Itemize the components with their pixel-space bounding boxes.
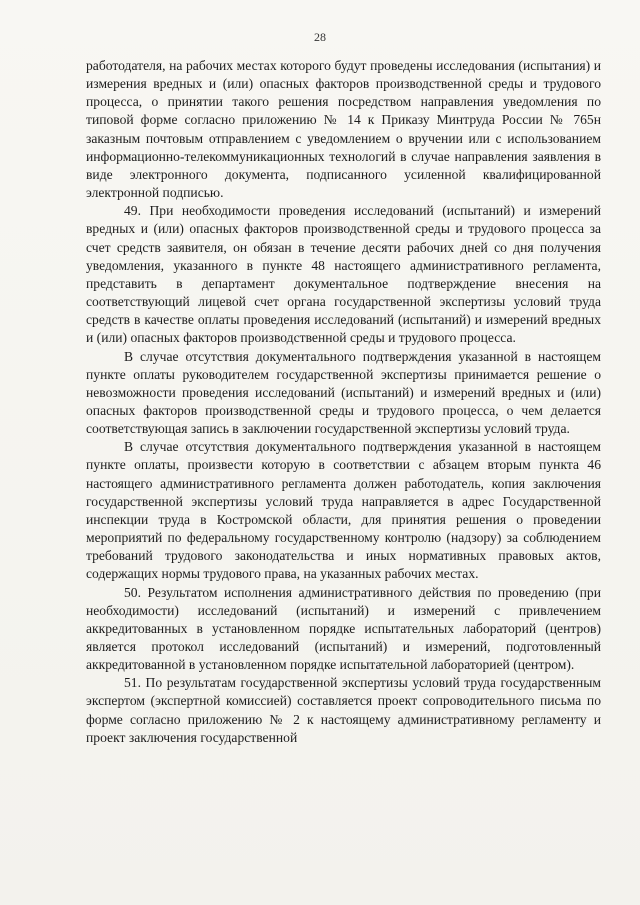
paragraph-item-49-case-1: В случае отсутствия документального подтверждения указанной в настоящем пункте оплаты руководителем государственной экспертизы принимается решение о невозможности проведения исследований (испытаний) и измерений вредных и (или) опасных факторов производственной среды и трудового процесса, о чем делается соответствующая запись в заключении государственной экспертизы условий труда. xyxy=(86,348,601,437)
paragraph-continuation: работодателя, на рабочих местах которого будут проведены исследования (испытания) и измерения вредных и (или) опасных факторов производственной среды и трудового процесса, о принятии такого решения посредством направления уведомления по типовой форме согласно приложению № 14 к Приказу Минтруда России № 765н заказным почтовым отправлением с уведомлением о вручении или с использованием информационно-телекоммуникационных технологий в случае направления заявления в виде электронного документа, подписанного усиленной квалифицированной электронной подписью. xyxy=(86,58,601,201)
paragraph-item-50: 50. Результатом исполнения административного действия по проведению (при необходимости) исследований (испытаний) и измерений с привлечением аккредитованных в установленном порядке испытательных лабораторий (центров) является протокол исследований (испытаний) и измерений, подготовленный аккредитованной в установленном порядке испытательной лабораторией (центром). xyxy=(86,584,601,673)
paragraph-item-49: 49. При необходимости проведения исследований (испытаний) и измерений вредных и (или) опасных факторов производственной среды и трудового процесса за счет средств заявителя, он обязан в течение десяти рабочих дней со дня получения уведомления, указанного в пункте 48 настоящего административного регламента, представить в департамент документальное подтверждение внесения на соответствующий лицевой счет органа государственной экспертизы условий труда средств в качестве оплаты проведения исследований (испытаний) и измерений вредных и (или) опасных факторов производственной среды и трудового процесса. xyxy=(86,203,601,346)
document-body xyxy=(86,57,601,747)
page-number: 28 xyxy=(314,30,326,44)
paragraph-item-51: 51. По результатам государственной экспертизы условий труда государственным экспертом (экспертной комиссией) составляется проект сопроводительного письма по форме согласно приложению № 2 к настоящему административному регламенту и проект заключения государственной xyxy=(86,675,601,745)
paragraph-item-49-case-2: В случае отсутствия документального подтверждения указанной в настоящем пункте оплаты, произвести которую в соответствии с абзацем вторым пункта 46 настоящего административного регламента должен работодатель, копия заключения государственной экспертизы условий труда направляется в адрес Государственной инспекции труда в Костромской области, для принятия решения о проведении мероприятий по федеральному государственному контролю (надзору) за соблюдением требований трудового законодательства и иных нормативных правовых актов, содержащих нормы трудового права, на указанных рабочих местах. xyxy=(86,439,601,582)
